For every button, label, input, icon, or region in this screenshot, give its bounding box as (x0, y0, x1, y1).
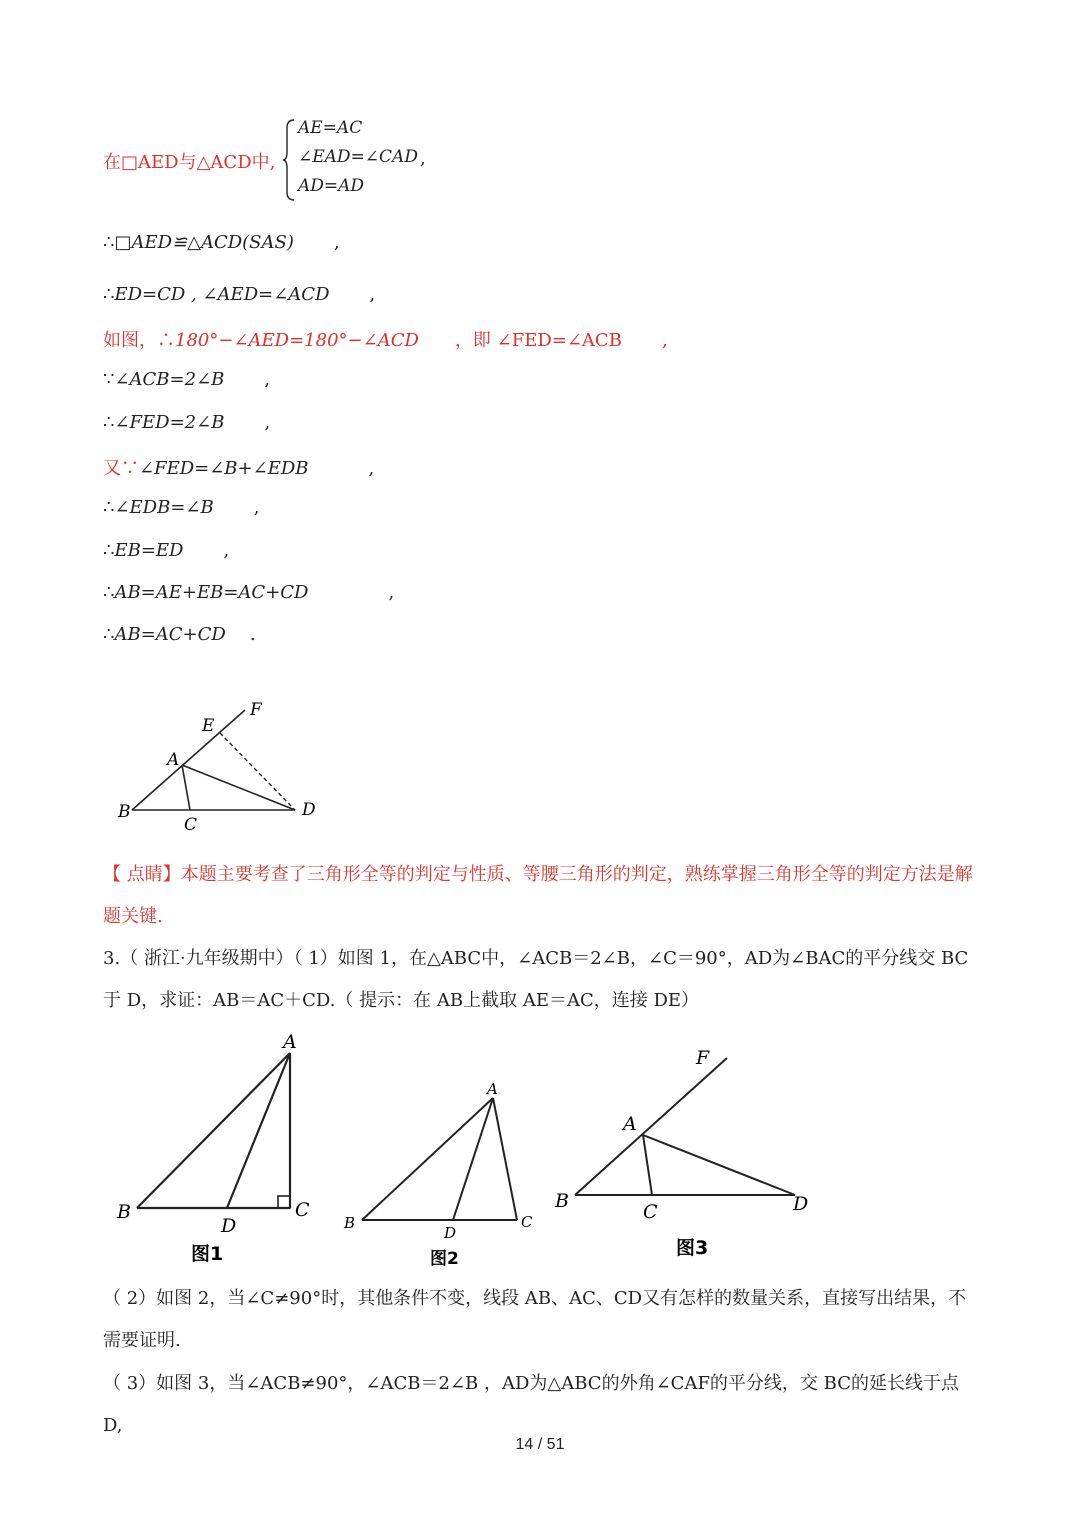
figure-1 (105, 1028, 325, 1268)
figure-3 (550, 1040, 825, 1265)
proof-tail: , (368, 458, 375, 479)
case-1: AE=AC (298, 118, 363, 138)
proof-expression: AB=AE+EB=AC+CD (114, 582, 309, 603)
figure-caption: 图2 (430, 1249, 459, 1269)
proof-line (103, 326, 668, 352)
label-B: B (118, 802, 131, 822)
label-A: A (283, 1031, 297, 1053)
proof-tail: , (223, 540, 230, 561)
proof-tail: . (249, 624, 256, 645)
proof-line (103, 624, 256, 645)
label-C: C (643, 1201, 658, 1223)
proof-symbol: ∴ (103, 497, 115, 518)
label-C: C (521, 1213, 533, 1231)
proof-symbol: ∴ (103, 624, 115, 645)
label-F: F (696, 1047, 710, 1069)
label-D: D (221, 1215, 237, 1237)
label-C: C (184, 815, 198, 835)
proof-line (103, 540, 229, 561)
proof-line (103, 232, 340, 253)
proof-line (103, 412, 270, 433)
page-number: 14 / 51 (515, 1436, 565, 1453)
label-D: D (444, 1224, 457, 1242)
question-3: 3.（ 浙江·九年级期中）（ 1）如图 1，在△ABC中，∠ACB＝2∠B，∠C＝90°，AD为∠BAC的平分线交 BC于 D，求证：AB＝AC＋CD.（ 提示：在 AB上截取 AE＝AC，连接 DE） (103, 948, 969, 1011)
proof-line-1-suffix: , (420, 148, 426, 169)
proof-tail: , (253, 497, 260, 518)
key-point-note: 【 点睛】本题主要考查了三角形全等的判定与性质、等腰三角形的判定，熟练掌握三角形全等的判定方法是解题关键. (103, 864, 973, 927)
label-A: A (167, 750, 180, 770)
label-B: B (344, 1214, 356, 1232)
proof-tail: , (264, 412, 271, 433)
question-part-2: （ 2）如图 2，当∠C≠90°时，其他条件不变，线段 AB、AC、CD又有怎样的数量关系，直接写出结果，不需要证明. (103, 1288, 967, 1351)
label-B: B (555, 1190, 569, 1212)
label-D: D (302, 800, 316, 820)
label-B: B (117, 1201, 131, 1223)
proof-expression: EB=ED (114, 540, 184, 561)
proof-symbol: ∴ (103, 412, 115, 433)
label-A: A (623, 1113, 637, 1135)
proof-tail: , (333, 232, 340, 253)
proof-expression: □AED≌△ACD(SAS) (114, 232, 294, 253)
proof-tail: , (388, 582, 395, 603)
label-C: C (295, 1199, 310, 1221)
case-2: ∠EAD=∠CAD (298, 147, 418, 167)
proof-expression: 180°−∠AED=180°−∠ACD (175, 330, 419, 351)
proof-symbol: ∴ (103, 582, 115, 603)
label-D: D (793, 1193, 809, 1215)
proof-expression: ∠EDB=∠B (114, 497, 214, 518)
proof-line (103, 369, 270, 390)
proof-expression: ED=CD , ∠AED=∠ACD (114, 284, 330, 305)
proof-line (103, 284, 375, 305)
label-F: F (250, 700, 262, 720)
proof-symbol: 如图，∴ (103, 330, 175, 351)
label-A: A (487, 1080, 498, 1098)
proof-symbol: ∴ (103, 284, 115, 305)
proof-expression: ∠FED=2∠B (114, 412, 225, 433)
figure-caption: 图3 (676, 1237, 709, 1259)
proof-expression: ∠ACB=2∠B (114, 369, 225, 390)
question-part-3: （ 3）如图 3，当∠ACB≠90°，∠ACB＝2∠B ，AD为△ABC的外角∠CAF的平分线，交 BC的延长线于点 D, (103, 1373, 959, 1436)
proof-tail: , (264, 369, 271, 390)
proof-tail: ，即 ∠FED=∠ACB (454, 330, 622, 351)
case-3: AD=AD (298, 176, 365, 196)
proof-expression: AB=AC+CD (114, 624, 226, 645)
proof-expression: ∠FED=∠B+∠EDB (139, 458, 309, 479)
proof-line (103, 497, 259, 518)
proof-tail-2: , (661, 330, 668, 351)
proof-symbol: ∴ (103, 540, 115, 561)
figure-caption: 图1 (191, 1243, 224, 1265)
proof-symbol: 又∵ (103, 458, 139, 479)
figure-small (110, 695, 340, 840)
figure-2 (340, 1078, 540, 1273)
proof-tail: , (369, 284, 376, 305)
proof-line-1-prefix: 在□AED与△ACD中, (103, 152, 276, 173)
label-E: E (202, 716, 215, 736)
cases-brace (282, 118, 296, 202)
proof-line (103, 582, 394, 603)
proof-line (103, 454, 374, 480)
proof-symbol: ∴ (103, 232, 115, 253)
proof-symbol: ∵ (103, 369, 115, 390)
